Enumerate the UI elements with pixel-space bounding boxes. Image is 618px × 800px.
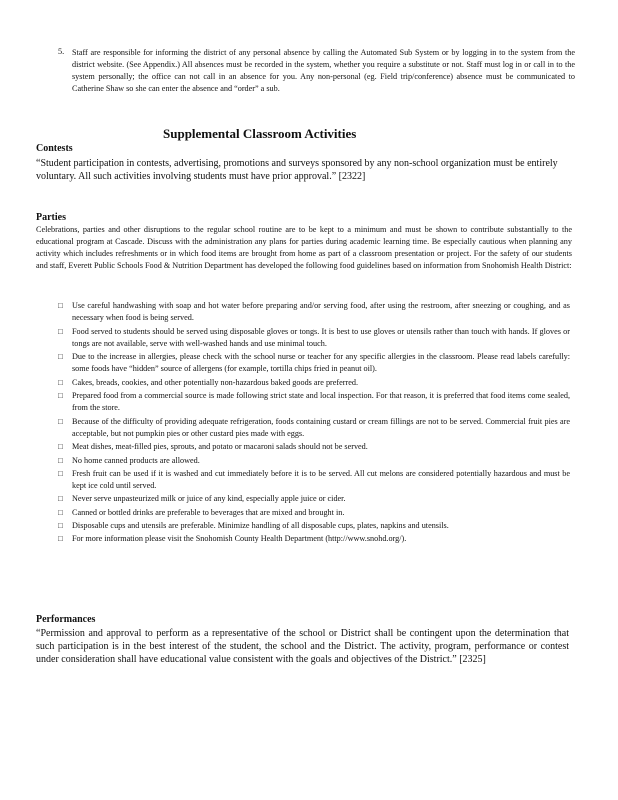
list-item-text: Food served to students should be served using disposable gloves or tongs. It is best to use gloves or utensils rather than touch with hands. If gloves or tongs are not available, serve with well-washed hands and use minimal touch. [72, 326, 570, 348]
checkbox-bullet-icon: □ [58, 534, 63, 544]
checkbox-bullet-icon: □ [58, 391, 63, 401]
absence-policy-paragraph: Staff are responsible for informing the district of any personal absence by calling the Automated Sub System or by logging in to the system from the district website. (See Appendix.) All absences must be recorded in the system, whether you require a substitute or not. Staff must log in or call in to the system personally; the office can not call in an absence for you. Any non-personal (eg. Field trip/conference) absence must be communicated to Catherine Shaw so she can enter the absence and “order” a sub. [72, 48, 575, 93]
list-item [58, 468, 570, 493]
food-guidelines-list [58, 300, 570, 547]
list-item-text: Prepared food from a commercial source is made following strict state and local inspection. For that reason, it is preferred that food items come sealed, from the store. [72, 391, 570, 413]
list-item-text: Canned or bottled drinks are preferable to beverages that are mixed and brought in. [72, 507, 345, 517]
list-item [58, 351, 570, 376]
checkbox-bullet-icon: □ [58, 494, 63, 504]
checkbox-bullet-icon: □ [58, 352, 63, 362]
list-item-text: Meat dishes, meat-filled pies, sprouts, and potato or macaroni salads should not be served. [72, 442, 368, 452]
checkbox-bullet-icon: □ [58, 301, 63, 310]
list-item-text: Cakes, breads, cookies, and other potentially non-hazardous baked goods are preferred. [72, 377, 359, 387]
parties-intro-paragraph: Celebrations, parties and other disruptions to the regular school routine are to be kept to a minimum and must be shown to contribute substantially to the educational program at Cascade. Discuss with the administration any plans for parties during academic learning time. Be especially cautious when planning any activity which includes refreshments or in which food items are brought from home as part of a classroom presentation or project. For the safety of our students and staff, Everett Public Schools Food & Nutrition Department has developed the following food guidelines based on information from Snohomish Health District: [36, 225, 572, 270]
list-item-text: Use careful handwashing with soap and hot water before preparing and/or serving food, after using the restroom, after sneezing or coughing, and as necessary when food is being served. [72, 301, 570, 323]
list-item [58, 416, 570, 441]
checkbox-bullet-icon: □ [58, 416, 63, 426]
contests-heading: Contests [36, 143, 73, 154]
list-item [58, 390, 570, 415]
checkbox-bullet-icon: □ [58, 326, 63, 336]
list-item [58, 507, 570, 519]
checkbox-bullet-icon: □ [58, 455, 63, 465]
checkbox-bullet-icon: □ [58, 468, 63, 478]
list-item-number: 5. [58, 47, 65, 56]
performances-paragraph: “Permission and approval to perform as a representative of the school or District shall be contingent upon the determination that such participation is in the best interest of the student, the school and the District. The activity, program, performance or contest under consideration shall have educational value consistent with the goals and objectives of the District.” [2325] [36, 628, 569, 665]
section-title: Supplemental Classroom Activities [163, 126, 357, 141]
contests-paragraph: “Student participation in contests, advertising, promotions and surveys sponsored by any non-school organization must be entirely voluntary. All such activities involving students must have prior approval.” [2322] [36, 158, 558, 182]
performances-heading: Performances [36, 614, 96, 625]
checkbox-bullet-icon: □ [58, 377, 63, 387]
list-item [58, 455, 570, 467]
list-item [58, 520, 570, 532]
list-item [58, 377, 570, 389]
list-item-text: Fresh fruit can be used if it is washed and cut immediately before it is to be served. All cut melons are considered potentially hazardous and must be kept ice cold until served. [72, 468, 570, 491]
list-item-text: Because of the difficulty of providing adequate refrigeration, foods containing custard or cream fillings are not to be served. Commercial fruit pies are acceptable, but not pumpkin pies or other custard pies made with eggs. [72, 416, 570, 438]
list-item-text: For more information please visit the Snohomish County Health Department (http://www.snohd.org/). [72, 534, 407, 544]
list-item [58, 300, 570, 325]
list-item-text: Due to the increase in allergies, please check with the school nurse or teacher for any specific allergies in the classroom. Please read labels carefully: some foods have “hidden” source of allergens (for example, tortilla chips fried in peanut oil). [72, 352, 570, 374]
list-item-text: Disposable cups and utensils are preferable. Minimize handling of all disposable cups, plates, napkins and utensils. [72, 521, 449, 531]
parties-heading: Parties [36, 212, 66, 223]
list-item [58, 493, 570, 505]
checkbox-bullet-icon: □ [58, 521, 63, 531]
list-item-text: No home canned products are allowed. [72, 455, 200, 465]
checkbox-bullet-icon: □ [58, 507, 63, 517]
list-item [58, 533, 570, 545]
list-item [58, 326, 570, 351]
checkbox-bullet-icon: □ [58, 442, 63, 452]
list-item [58, 441, 570, 453]
list-item-text: Never serve unpasteurized milk or juice of any kind, especially apple juice or cider. [72, 494, 346, 504]
